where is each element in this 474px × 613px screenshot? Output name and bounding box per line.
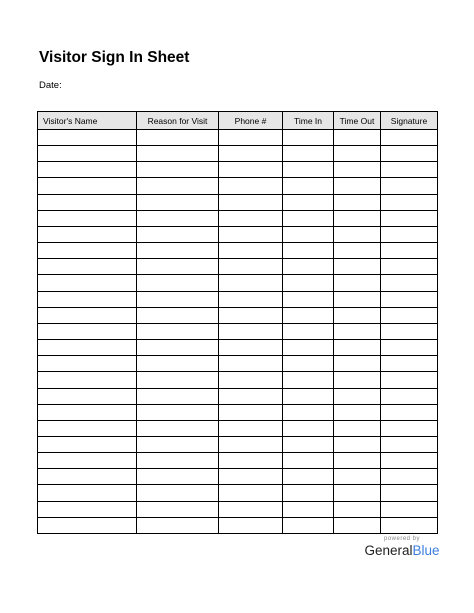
table-cell bbox=[381, 436, 438, 452]
table-cell bbox=[38, 162, 137, 178]
table-cell bbox=[283, 372, 334, 388]
table-cell bbox=[137, 130, 219, 146]
table-cell bbox=[283, 178, 334, 194]
table-row bbox=[38, 162, 438, 178]
table-cell bbox=[381, 275, 438, 291]
table-cell bbox=[219, 210, 283, 226]
table-cell bbox=[381, 259, 438, 275]
table-cell bbox=[334, 388, 381, 404]
table-cell bbox=[283, 210, 334, 226]
table-cell bbox=[38, 372, 137, 388]
table-cell bbox=[334, 275, 381, 291]
table-cell bbox=[137, 259, 219, 275]
table-cell bbox=[38, 356, 137, 372]
table-row bbox=[38, 210, 438, 226]
table-cell bbox=[283, 243, 334, 259]
table-cell bbox=[283, 420, 334, 436]
page-title: Visitor Sign In Sheet bbox=[39, 49, 190, 66]
table-cell bbox=[38, 485, 137, 501]
table-cell bbox=[334, 372, 381, 388]
table-cell bbox=[38, 291, 137, 307]
table-row bbox=[38, 194, 438, 210]
table-cell bbox=[283, 130, 334, 146]
table-cell bbox=[334, 340, 381, 356]
table-cell bbox=[381, 469, 438, 485]
table-cell bbox=[381, 226, 438, 242]
table-cell bbox=[38, 404, 137, 420]
table-cell bbox=[219, 436, 283, 452]
brand-name bbox=[362, 543, 442, 558]
table-cell bbox=[334, 307, 381, 323]
table-row bbox=[38, 420, 438, 436]
table-cell bbox=[38, 307, 137, 323]
table-cell bbox=[137, 485, 219, 501]
table-cell bbox=[334, 162, 381, 178]
table-cell bbox=[381, 243, 438, 259]
table-cell bbox=[38, 323, 137, 339]
table-cell bbox=[137, 404, 219, 420]
table-cell bbox=[219, 372, 283, 388]
table-cell bbox=[219, 404, 283, 420]
table-row bbox=[38, 226, 438, 242]
table-cell bbox=[219, 178, 283, 194]
table-cell bbox=[137, 146, 219, 162]
table-cell bbox=[334, 501, 381, 517]
table-cell bbox=[381, 146, 438, 162]
table-cell bbox=[137, 420, 219, 436]
table-cell bbox=[38, 453, 137, 469]
table-cell bbox=[334, 469, 381, 485]
table-row bbox=[38, 469, 438, 485]
table-cell bbox=[38, 243, 137, 259]
table-cell bbox=[38, 340, 137, 356]
table-cell bbox=[334, 291, 381, 307]
table-cell bbox=[219, 194, 283, 210]
table-cell bbox=[283, 291, 334, 307]
table-cell bbox=[283, 275, 334, 291]
table-cell bbox=[381, 340, 438, 356]
table-cell bbox=[381, 485, 438, 501]
table-cell bbox=[283, 162, 334, 178]
table-cell bbox=[334, 243, 381, 259]
table-cell bbox=[219, 323, 283, 339]
table-cell bbox=[381, 372, 438, 388]
table-cell bbox=[38, 436, 137, 452]
table-cell bbox=[334, 404, 381, 420]
table-cell bbox=[219, 453, 283, 469]
table-cell bbox=[381, 453, 438, 469]
table-cell bbox=[381, 307, 438, 323]
table-cell bbox=[381, 501, 438, 517]
table-cell bbox=[283, 259, 334, 275]
table-row bbox=[38, 436, 438, 452]
table-cell bbox=[283, 517, 334, 533]
table-cell bbox=[137, 340, 219, 356]
table-cell bbox=[219, 501, 283, 517]
table-cell bbox=[137, 436, 219, 452]
table-cell bbox=[381, 291, 438, 307]
visitor-log-table bbox=[37, 111, 438, 534]
table-body bbox=[38, 130, 438, 534]
table-cell bbox=[38, 517, 137, 533]
table-cell bbox=[283, 404, 334, 420]
table-cell bbox=[38, 469, 137, 485]
table-cell bbox=[38, 388, 137, 404]
table-cell bbox=[381, 210, 438, 226]
table-cell bbox=[137, 162, 219, 178]
date-label: Date: bbox=[39, 80, 62, 91]
table-cell bbox=[334, 356, 381, 372]
table-row bbox=[38, 340, 438, 356]
table-cell bbox=[137, 372, 219, 388]
table-cell bbox=[137, 469, 219, 485]
brand-name-general: General bbox=[364, 543, 413, 558]
table-cell bbox=[381, 388, 438, 404]
table-cell bbox=[137, 517, 219, 533]
table-row bbox=[38, 404, 438, 420]
table-cell bbox=[219, 340, 283, 356]
table-cell bbox=[38, 178, 137, 194]
table-cell bbox=[381, 356, 438, 372]
table-row bbox=[38, 307, 438, 323]
table-cell bbox=[219, 485, 283, 501]
table-row bbox=[38, 372, 438, 388]
table-cell bbox=[334, 226, 381, 242]
table-cell bbox=[219, 517, 283, 533]
table-cell bbox=[38, 210, 137, 226]
table-cell bbox=[283, 469, 334, 485]
column-header-signature: Signature bbox=[381, 112, 438, 130]
table-cell bbox=[334, 178, 381, 194]
table-cell bbox=[381, 178, 438, 194]
table-cell bbox=[334, 453, 381, 469]
table-cell bbox=[283, 340, 334, 356]
table-cell bbox=[38, 275, 137, 291]
table-cell bbox=[283, 307, 334, 323]
table-cell bbox=[38, 130, 137, 146]
table-cell bbox=[137, 210, 219, 226]
table-row bbox=[38, 501, 438, 517]
table-cell bbox=[283, 356, 334, 372]
table-cell bbox=[334, 194, 381, 210]
table-row bbox=[38, 388, 438, 404]
table-cell bbox=[283, 485, 334, 501]
table-cell bbox=[137, 356, 219, 372]
table-cell bbox=[137, 291, 219, 307]
table-cell bbox=[334, 485, 381, 501]
table-cell bbox=[283, 194, 334, 210]
table-cell bbox=[334, 130, 381, 146]
table-cell bbox=[219, 243, 283, 259]
table-cell bbox=[334, 517, 381, 533]
table-cell bbox=[334, 259, 381, 275]
table-cell bbox=[283, 453, 334, 469]
column-header-visitor-name: Visitor's Name bbox=[38, 112, 137, 130]
table-cell bbox=[219, 356, 283, 372]
table-cell bbox=[38, 420, 137, 436]
table-cell bbox=[334, 436, 381, 452]
brand-name-blue: Blue bbox=[412, 543, 440, 558]
column-header-phone: Phone # bbox=[219, 112, 283, 130]
table-row bbox=[38, 356, 438, 372]
table-cell bbox=[38, 194, 137, 210]
table-cell bbox=[283, 436, 334, 452]
column-header-time-in: Time In bbox=[283, 112, 334, 130]
table-row bbox=[38, 178, 438, 194]
table-header-row bbox=[38, 112, 438, 130]
table-cell bbox=[219, 130, 283, 146]
table-cell bbox=[219, 388, 283, 404]
column-header-reason-for-visit: Reason for Visit bbox=[137, 112, 219, 130]
table-cell bbox=[381, 194, 438, 210]
table-cell bbox=[219, 275, 283, 291]
table-row bbox=[38, 259, 438, 275]
table-cell bbox=[283, 323, 334, 339]
table-cell bbox=[283, 146, 334, 162]
table-cell bbox=[219, 420, 283, 436]
table-row bbox=[38, 291, 438, 307]
table-cell bbox=[334, 323, 381, 339]
table-cell bbox=[283, 226, 334, 242]
table-cell bbox=[38, 501, 137, 517]
table-cell bbox=[381, 404, 438, 420]
table-cell bbox=[219, 307, 283, 323]
table-row bbox=[38, 323, 438, 339]
table-cell bbox=[137, 178, 219, 194]
table-cell bbox=[137, 388, 219, 404]
table-cell bbox=[137, 453, 219, 469]
table-cell bbox=[137, 275, 219, 291]
table-cell bbox=[137, 194, 219, 210]
table-row bbox=[38, 243, 438, 259]
table-cell bbox=[38, 259, 137, 275]
table-cell bbox=[381, 323, 438, 339]
table-cell bbox=[38, 226, 137, 242]
table-row bbox=[38, 453, 438, 469]
table-cell bbox=[137, 323, 219, 339]
table-cell bbox=[137, 501, 219, 517]
table-row bbox=[38, 517, 438, 533]
table-cell bbox=[137, 226, 219, 242]
table-cell bbox=[219, 162, 283, 178]
table-cell bbox=[381, 517, 438, 533]
table-cell bbox=[38, 146, 137, 162]
table-row bbox=[38, 485, 438, 501]
table-cell bbox=[137, 307, 219, 323]
table-cell bbox=[283, 501, 334, 517]
table-cell bbox=[334, 146, 381, 162]
table-cell bbox=[219, 259, 283, 275]
table-cell bbox=[219, 146, 283, 162]
brand-logo bbox=[362, 536, 442, 558]
powered-by-text: powered by bbox=[383, 536, 421, 542]
table-cell bbox=[334, 210, 381, 226]
table-row bbox=[38, 275, 438, 291]
table-cell bbox=[137, 243, 219, 259]
table-cell bbox=[219, 226, 283, 242]
table-row bbox=[38, 130, 438, 146]
table-cell bbox=[219, 291, 283, 307]
table-cell bbox=[283, 388, 334, 404]
table-cell bbox=[381, 420, 438, 436]
column-header-time-out: Time Out bbox=[334, 112, 381, 130]
table-cell bbox=[219, 469, 283, 485]
table-cell bbox=[381, 130, 438, 146]
table-cell bbox=[334, 420, 381, 436]
table-row bbox=[38, 146, 438, 162]
table-cell bbox=[381, 162, 438, 178]
